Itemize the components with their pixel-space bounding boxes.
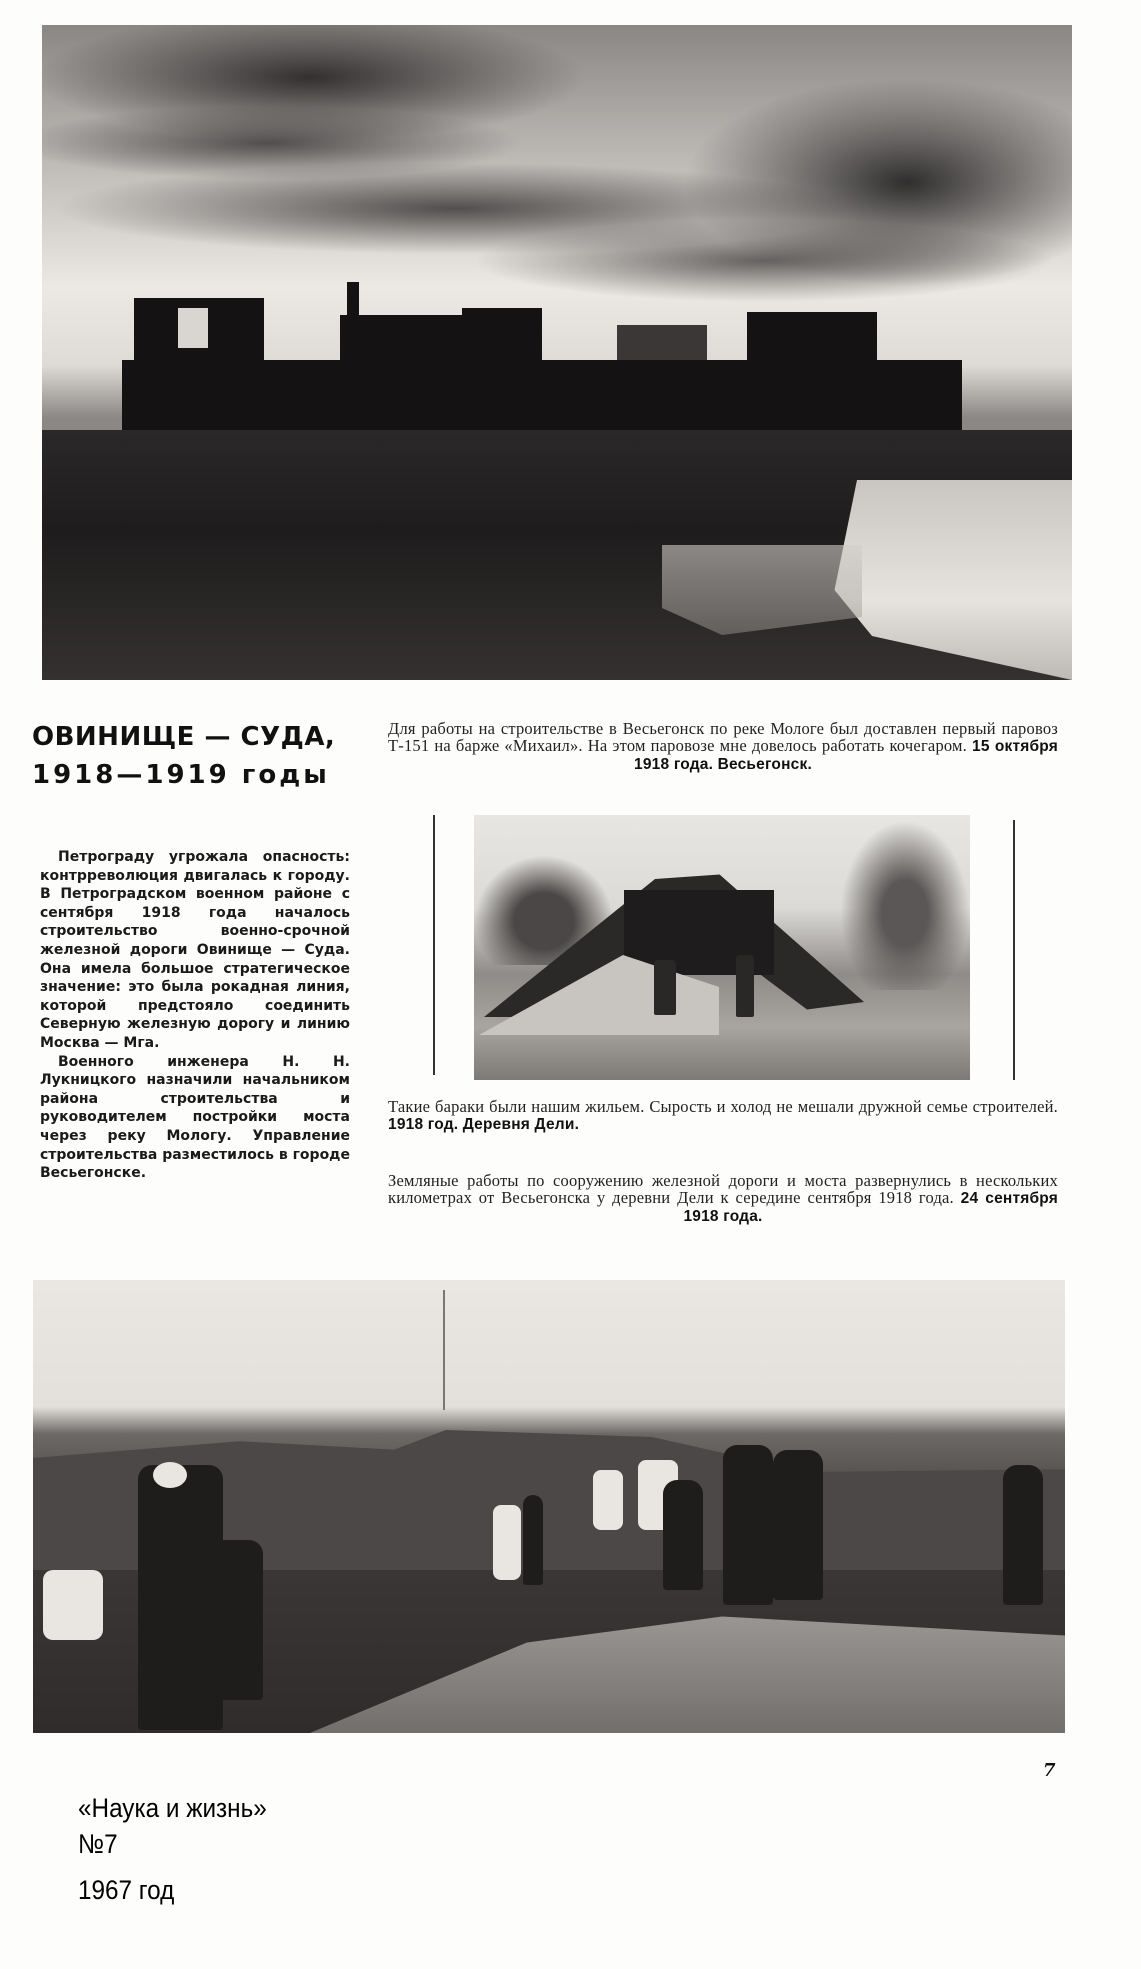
caption-text: Для работы на строительстве в Весьегонск по реке Мологе был доставлен первый паровоз Т-151 на барже «Михаил». На этом паровозе мне довелось работать кочегаром. [388,719,1058,755]
photo-earthworks [33,1280,1065,1733]
worker-figure [1003,1465,1043,1605]
worker-white-shirt [43,1570,103,1640]
issue-number: №7 [78,1829,118,1859]
caption-date: 24 сентября 1918 года. [683,1190,1058,1225]
publication-year: 1967 год [78,1875,175,1905]
caption-barracks [388,1098,1058,1133]
worker-white-shirt [493,1505,521,1580]
headline-line-2: 1918—1919 годы [32,760,330,790]
source-note [78,1790,267,1908]
wagon-left-door [178,308,208,348]
article-headline [32,718,362,794]
caption-text: Такие бараки были нашим жильем. Сырость и холод не мешали дружной семье строителей. [388,1097,1058,1116]
caption-train [388,720,1058,773]
worker-figure [663,1480,703,1590]
photo-mast [443,1290,445,1410]
article-intro [40,848,350,1183]
earth-embankment [293,1610,1065,1733]
caption-date: 15 октября 1918 года. Весьегонск. [634,738,1058,773]
headline-line-1: ОВИНИЩЕ — СУДА, [32,722,336,752]
worker-figure [203,1540,263,1700]
caption-earthworks [388,1172,1058,1225]
wagon-right [747,312,877,360]
caption-text: Земляные работы по сооружению железной дороги и моста развернулись в нескольких километрах от Весьегонска у деревни Дели к середине сентября 1918 года. [388,1171,1058,1207]
worker-figure [523,1495,543,1585]
worker-headscarf [153,1462,187,1488]
worker-white-shirt [593,1470,623,1530]
intro-paragraph: Петрограду угрожала опасность: контрреволюция двигалась к городу. В Петроградском военном районе с сентября 1918 года началось строительство военно-срочной железной дороги Овинище — Суда. Она имела большое стратегическое значение: это была рокадная линия, которой предстояло соединить Северную железную дорогу и линию Москва — Мга. [40,849,350,1051]
worker-figure [723,1445,773,1605]
worker-figure [736,955,754,1017]
magazine-title: «Наука и жизнь» [78,1793,267,1823]
photo-barracks [474,815,970,1080]
divider-rule [1013,820,1015,1080]
caption-date: 1918 год. Деревня Дели. [388,1116,580,1133]
photo-train-on-barge [42,25,1072,680]
intro-paragraph: Военного инженера Н. Н. Лукницкого назначили начальником района строительства и руководителем постройки моста через реку Мологу. Управление строительства разместилось в городе Весьегонске. [40,1053,350,1182]
page-number: 7 [1043,1760,1056,1781]
photo-trees [840,820,970,990]
barge [122,360,962,430]
worker-figure [654,960,676,1015]
hut [617,325,707,365]
worker-figure [773,1450,823,1600]
divider-rule [433,815,435,1075]
